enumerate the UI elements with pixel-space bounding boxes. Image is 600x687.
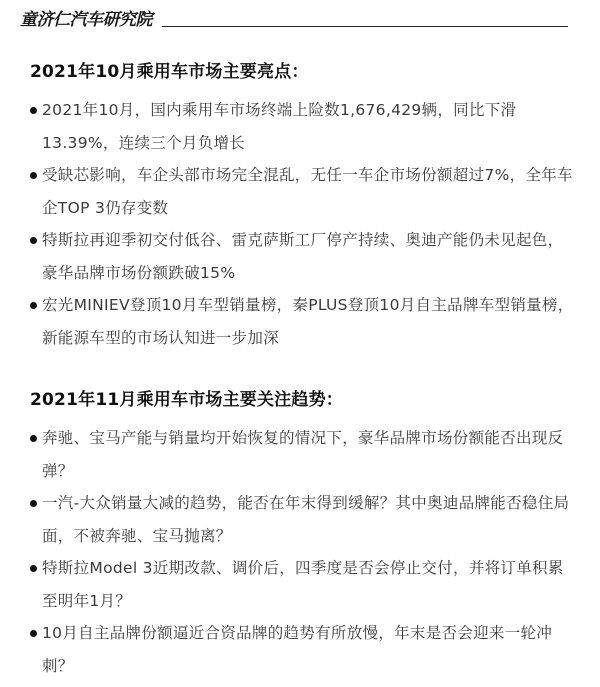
list-item <box>30 552 575 617</box>
list-item <box>30 224 575 289</box>
section-november-trends <box>30 384 575 682</box>
bullet-icon <box>30 630 37 637</box>
section-heading: 2021年10月乘用车市场主要亮点： <box>30 62 309 82</box>
bullet-icon <box>30 565 37 572</box>
list-item-text: 10月自主品牌份额逼近合资品牌的趋势有所放慢，年末是否会迎来一轮冲刺？ <box>42 624 553 675</box>
list-item <box>30 487 575 552</box>
list-item-text: 2021年10月，国内乘用车市场终端上险数1,676,429辆，同比下滑13.39%，连续三个月负增长 <box>42 101 517 152</box>
trends-list <box>30 422 575 682</box>
list-item <box>30 159 575 224</box>
section-heading: 2021年11月乘用车市场主要关注趋势： <box>30 390 343 410</box>
list-item-text: 特斯拉再迎季初交付低谷、雷克萨斯工厂停产持续、奥迪产能仍未见起色，豪华品牌市场份额跌破15% <box>42 231 564 282</box>
list-item-text: 特斯拉Model 3近期改款、调价后，四季度是否会停止交付，并将订单积累至明年1月？ <box>42 559 564 610</box>
bullet-icon <box>30 172 37 179</box>
header-divider <box>162 26 568 27</box>
page-header <box>20 2 580 32</box>
publisher-title: 童济仁汽车研究院 <box>20 10 152 30</box>
list-item <box>30 289 575 354</box>
list-item-text: 宏光MINIEV登顶10月车型销量榜，秦PLUS登顶10月自主品牌车型销量榜，新能源车型的市场认知进一步加深 <box>42 296 574 347</box>
bullet-icon <box>30 302 37 309</box>
section-october-highlights <box>30 56 575 354</box>
list-item-text: 奔驰、宝马产能与销量均开始恢复的情况下，豪华品牌市场份额能否出现反弹？ <box>42 429 564 480</box>
highlights-list <box>30 94 575 354</box>
bullet-icon <box>30 500 37 507</box>
list-item-text: 受缺芯影响，车企头部市场完全混乱，无任一车企市场份额超过7%，全年车企TOP 3仍存变数 <box>42 166 573 217</box>
bullet-icon <box>30 435 37 442</box>
list-item <box>30 617 575 682</box>
list-item-text: 一汽-大众销量大减的趋势，能否在年末得到缓解？其中奥迪品牌能否稳住局面，不被奔驰、宝马抛离？ <box>42 494 570 545</box>
list-item <box>30 94 575 159</box>
bullet-icon <box>30 107 37 114</box>
list-item <box>30 422 575 487</box>
bullet-icon <box>30 237 37 244</box>
